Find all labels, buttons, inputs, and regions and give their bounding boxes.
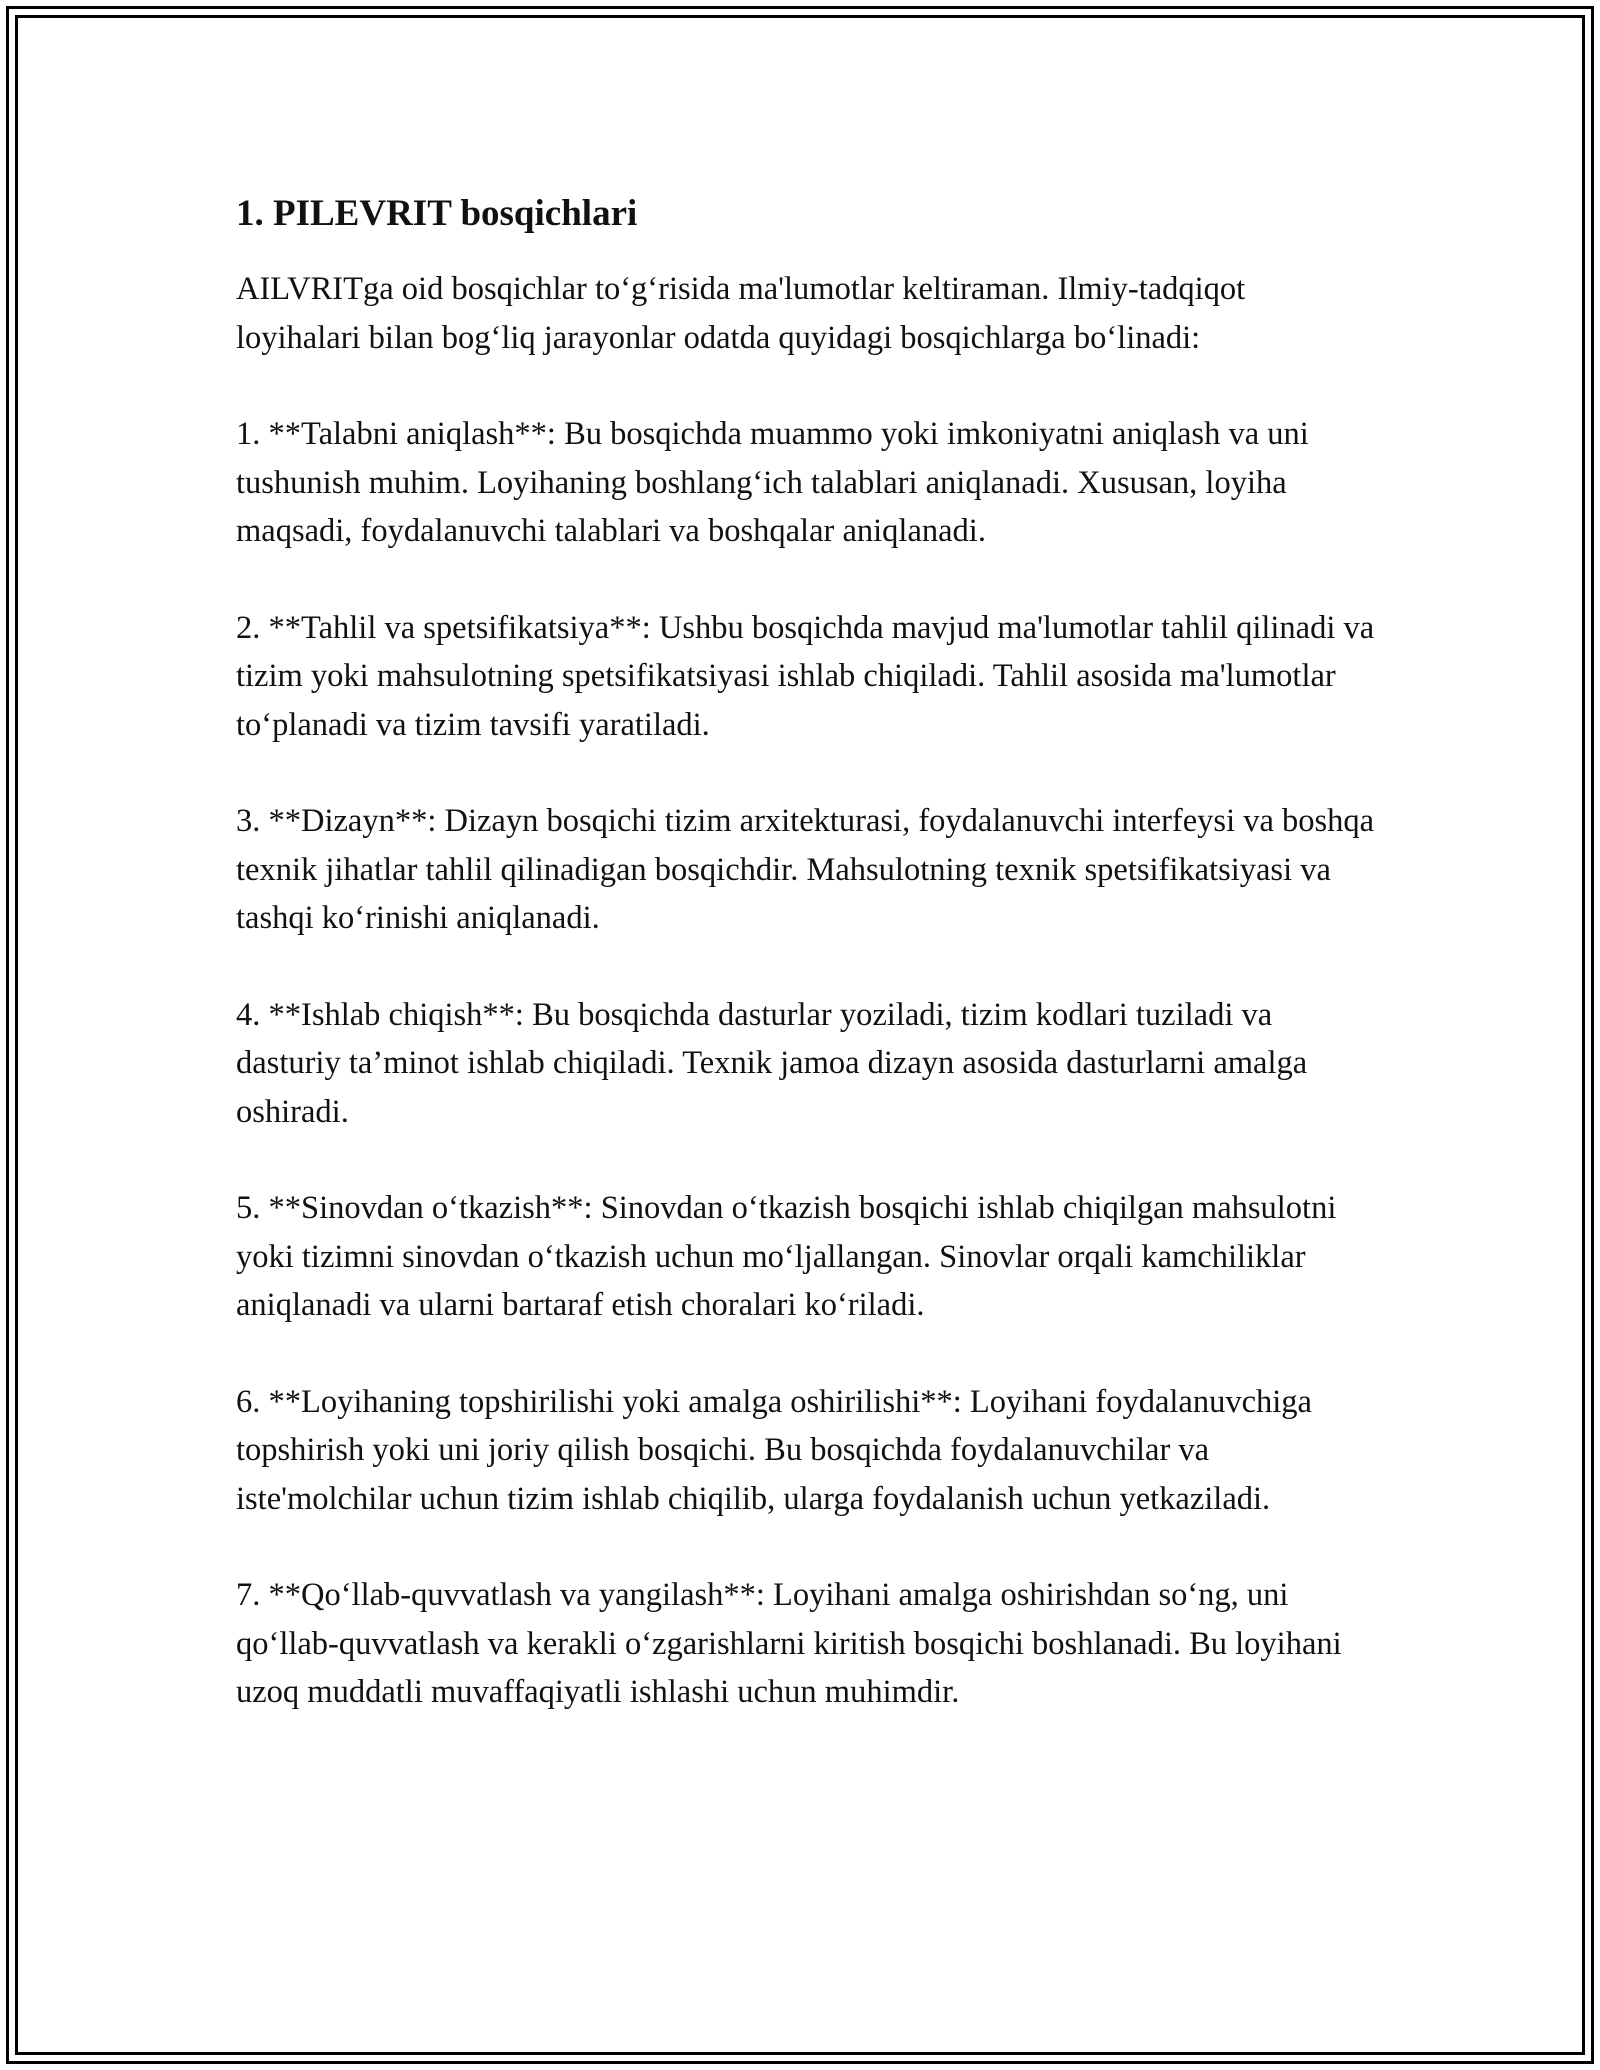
step-paragraph-3: 3. **Dizayn**: Dizayn bosqichi tizim arxitekturasi, foydalanuvchi interfeysi va boshqa texnik jihatlar tahlil qilinadigan bosqichdir. Mahsulotning texnik spetsifikatsiyasi va tashqi ko‘rinishi aniqlanadi. — [236, 803, 1375, 936]
step-paragraph-4: 4. **Ishlab chiqish**: Bu bosqichda dasturlar yoziladi, tizim kodlari tuziladi va dasturiy ta’minot ishlab chiqiladi. Texnik jamoa dizayn asosida dasturlarni amalga oshiradi. — [236, 996, 1308, 1130]
intro-paragraph: AILVRITga oid bosqichlar to‘g‘risida ma'lumotlar keltiraman. Ilmiy-tadqiqot loyihalari bilan bog‘liq jarayonlar odatda quyidagi bosqichlarga bo‘linadi: — [236, 271, 1246, 356]
step-paragraph-1: 1. **Talabni aniqlash**: Bu bosqichda muammo yoki imkoniyatni aniqlash va uni tushunish muhim. Loyihaning boshlang‘ich talablari aniqlanadi. Xususan, loyiha maqsadi, foydalanuvchi talablari va boshqalar aniqlanadi. — [236, 416, 1309, 549]
step-paragraph-6: 6. **Loyihaning topshirilishi yoki amalga oshirilishi**: Loyihani foydalanuvchiga topshirish yoki uni joriy qilish bosqichi. Bu bosqichda foydalanuvchilar va iste'molchilar uchun tizim ishlab chiqilib, ularga foydalanish uchun yetkaziladi. — [236, 1383, 1312, 1517]
document-heading: 1. PILEVRIT bosqichlari — [236, 193, 638, 234]
step-paragraph-7: 7. **Qo‘llab-quvvatlash va yangilash**: Loyihani amalga oshirishdan so‘ng, uni qo‘llab-quvvatlash va kerakli o‘zgarishlarni kiritish bosqichi boshlanadi. Bu loyihani uzoq muddatli muvaffaqiyatli ishlashi uchun muhimdir. — [236, 1577, 1342, 1710]
step-paragraph-5: 5. **Sinovdan o‘tkazish**: Sinovdan o‘tkazish bosqichi ishlab chiqilgan mahsulotni yoki tizimni sinovdan o‘tkazish uchun mo‘ljallangan. Sinovlar orqali kamchiliklar aniqlanadi va ularni bartaraf etish choralari ko‘riladi. — [236, 1190, 1337, 1323]
step-paragraph-2: 2. **Tahlil va spetsifikatsiya**: Ushbu bosqichda mavjud ma'lumotlar tahlil qilinadi va tizim yoki mahsulotning spetsifikatsiyasi ishlab chiqiladi. Tahlil asosida ma'lumotlar to‘planadi va tizim tavsifi yaratiladi. — [236, 609, 1375, 743]
document-body — [236, 187, 1376, 1765]
